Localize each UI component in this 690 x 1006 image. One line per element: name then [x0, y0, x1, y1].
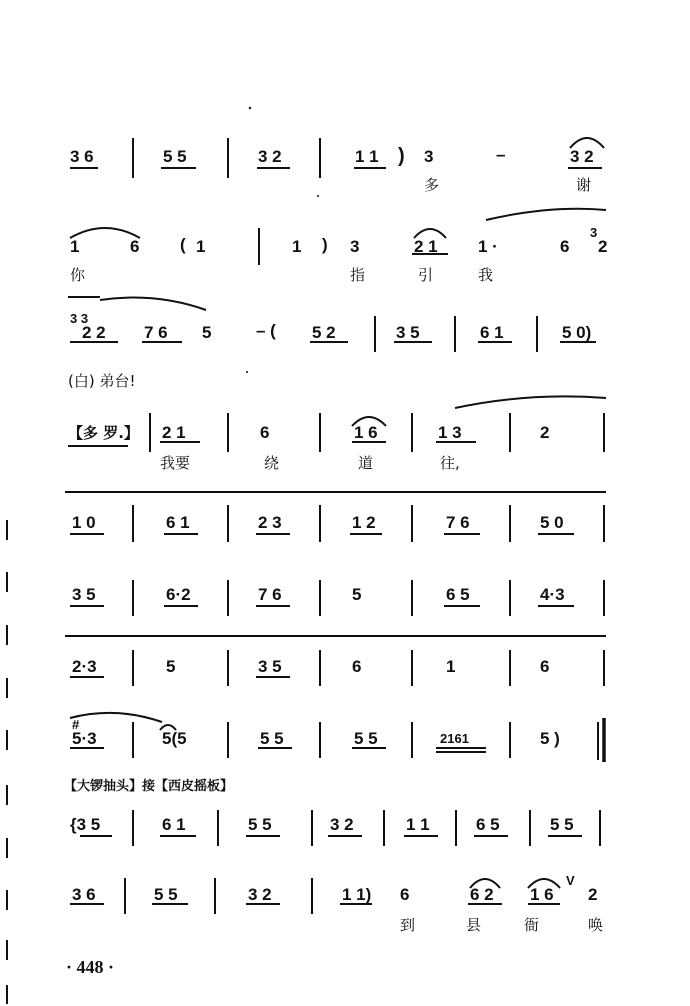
note: 6 [130, 237, 140, 256]
note-group: 1 2 [352, 513, 376, 532]
note-group: 1 3 [438, 423, 462, 442]
dash: – ( [256, 321, 276, 340]
percussion-label: 【多 罗.】 [68, 424, 139, 442]
note-group: 1 1 [406, 815, 430, 834]
note: 6 [400, 885, 410, 904]
grace-note: 3 3 [70, 311, 89, 326]
lyric: 唤 [588, 916, 604, 934]
note-group: 7 6 [144, 323, 168, 342]
lyric: 衙 [524, 916, 540, 934]
note-group: 3 5 [258, 657, 282, 676]
note-group: 3 6 [70, 147, 94, 166]
note-group: 3 6 [72, 885, 96, 904]
note-group: 1 1 [355, 147, 379, 166]
note: 5 [166, 657, 176, 676]
note-group: 2·3 [72, 657, 97, 676]
lyric: 引 [418, 266, 434, 284]
sharp-mark: # [72, 717, 80, 732]
note: 6 [560, 237, 570, 256]
note: 6 [540, 657, 550, 676]
note: 1 [196, 237, 206, 256]
note-group: 3 2 [570, 147, 594, 166]
note-group: 5 2 [312, 323, 336, 342]
note-group: 4·3 [540, 585, 565, 604]
paren: ( [180, 235, 186, 254]
page-number: · 448 · [66, 957, 115, 977]
note-group: 5 ) [540, 729, 560, 748]
note-group: {3 5 [70, 815, 101, 834]
note: 1 [70, 237, 80, 256]
note-group: 6 1 [166, 513, 190, 532]
lyric: 县 [466, 916, 482, 934]
note-group: 5·3 [72, 729, 97, 748]
lyric: 谢 [576, 176, 592, 194]
note-group: 2 1 [162, 423, 186, 442]
note-group: 3 5 [72, 585, 96, 604]
lyric: 我 [478, 266, 494, 284]
note-group: 2 3 [258, 513, 282, 532]
note-group: 6 2 [470, 885, 494, 904]
note-group: 1 6 [530, 885, 554, 904]
note: 3 [350, 237, 360, 256]
note: 6 [352, 657, 362, 676]
spoken-text: (白) 弟台! [68, 372, 136, 390]
note-group: 3 2 [258, 147, 282, 166]
lyric: 我要 [160, 454, 191, 472]
note-group: 3 5 [396, 323, 420, 342]
note-group: 5 5 [163, 147, 187, 166]
note-group: 3 2 [248, 885, 272, 904]
breath-mark: V [566, 873, 575, 888]
note: 3 [424, 147, 434, 166]
note-group: 6 5 [476, 815, 500, 834]
note-group: 5 5 [248, 815, 272, 834]
note-group: 1 1) [342, 885, 372, 904]
note: 1 [446, 657, 456, 676]
section-heading: 【大锣抽头】接【西皮摇板】 [64, 779, 234, 794]
lyric: 你 [70, 266, 86, 284]
note: 5 [352, 585, 362, 604]
note-group: 5 5 [550, 815, 574, 834]
note: 1 [292, 237, 302, 256]
note-group: 6 5 [446, 585, 470, 604]
lyric: 到 [400, 916, 416, 934]
note: 6 [260, 423, 270, 442]
note-group: 6 1 [162, 815, 186, 834]
note: 5 [202, 323, 212, 342]
paren: ) [398, 145, 405, 167]
paren: ) [322, 235, 328, 254]
note-group: 6 1 [480, 323, 504, 342]
note-group: 5 5 [354, 729, 378, 748]
note-group: 6·2 [166, 585, 191, 604]
dash: – [496, 145, 506, 164]
note-group: 3 2 [330, 815, 354, 834]
note-group: 2 2 [82, 323, 106, 342]
lyric: 多 [424, 176, 440, 194]
note-group: 1 6 [354, 423, 378, 442]
note-group: 5 0 [540, 513, 564, 532]
note-group: 7 6 [258, 585, 282, 604]
note-group: 5 0) [562, 323, 592, 342]
lyric: 绕 [264, 454, 280, 472]
grace-note: 3 [590, 225, 598, 240]
note-group: 2 1 [414, 237, 438, 256]
note-group: 5 5 [154, 885, 178, 904]
note-group: 2161 [440, 731, 469, 746]
note: 1 · [478, 237, 498, 256]
note-group: 1 0 [72, 513, 96, 532]
note-group: 5 5 [260, 729, 284, 748]
note: 2 [588, 885, 598, 904]
note-group: 7 6 [446, 513, 470, 532]
lyric: 指 [350, 266, 366, 284]
note: 2 [598, 237, 608, 256]
note-group: 5(5 [162, 729, 187, 748]
lyric: 道 [358, 454, 374, 472]
lyric: 往, [440, 454, 460, 472]
note: 2 [540, 423, 550, 442]
